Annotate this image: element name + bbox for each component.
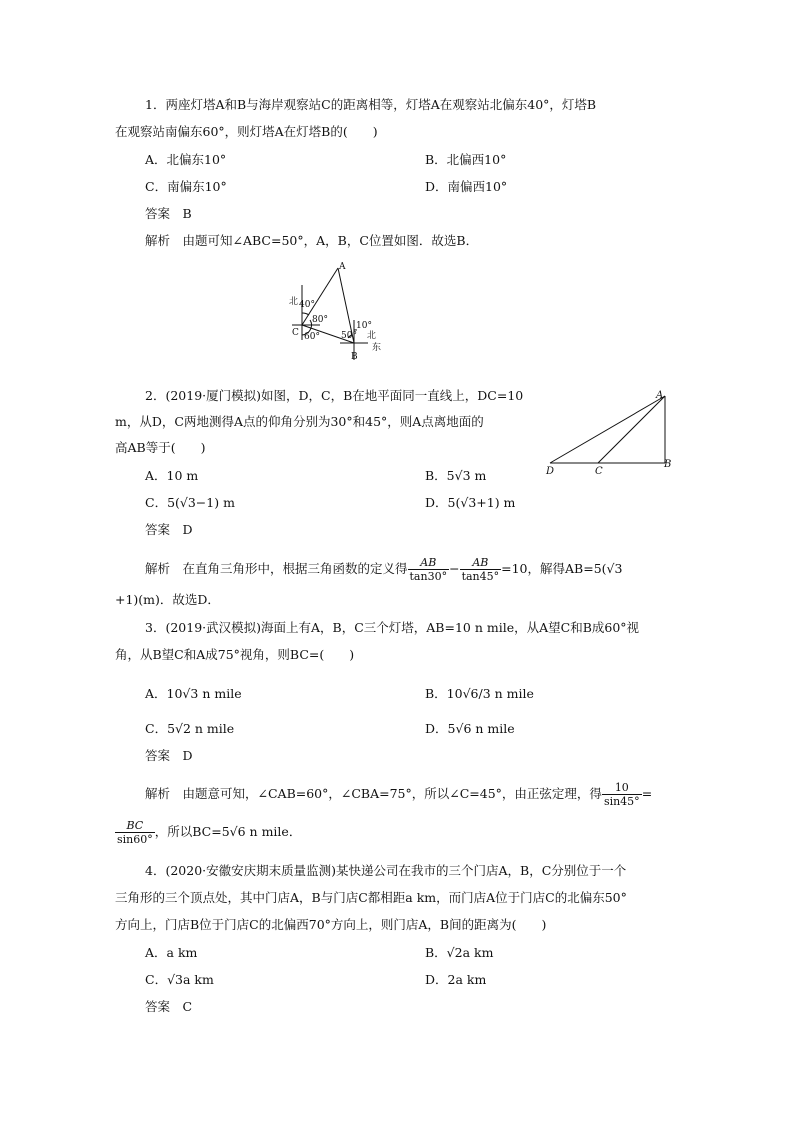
- q2-fraction-2: [460, 556, 502, 583]
- q3-frac1-den: sin45°: [603, 795, 640, 808]
- q1-label-north-c: 北: [289, 297, 299, 307]
- q1-label-10: 10°: [356, 321, 372, 331]
- q3-frac2-num: BC: [115, 819, 155, 833]
- q2-figure: [540, 386, 680, 476]
- q3-stem-line1: 3．(2019·武汉模拟)海面上有A，B，C三个灯塔，AB=10 n mile，从A望C和B成60°视: [145, 620, 640, 635]
- q3-analysis-line2: [115, 818, 301, 846]
- q2-analysis-line2: +1)(m)．故选D．: [115, 592, 220, 607]
- q4-stem-line2: 三角形的三个顶点处，其中门店A，B与门店C都相距a km，而门店A位于门店C的北偏东50°: [115, 890, 627, 905]
- q1-figure: [280, 258, 390, 366]
- q1-analysis: 解析 由题可知∠ABC=50°，A，B，C位置如图．故选B．: [145, 233, 479, 248]
- q3-stem-line2: 角，从B望C和A成75°视角，则BC=( ): [115, 647, 355, 662]
- q4-stem-line1: 4．(2020·安徽安庆期末质量监测)某快递公司在我市的三个门店A，B，C分别位于一个: [145, 863, 627, 878]
- q4-option-b: B．√2a km: [425, 945, 494, 960]
- q1-label-60: 60°: [304, 332, 320, 342]
- q3-option-c: C．5√2 n mile: [145, 721, 235, 736]
- q1-label-50: 50°: [341, 331, 357, 341]
- q3-analysis-pre: 解析 由题意可知，∠CAB=60°，∠CBA=75°，所以∠C=45°，由正弦定理，得: [145, 786, 602, 801]
- q1-label-80: 80°: [312, 315, 328, 325]
- q2-option-d: D．5(√3+1) m: [425, 495, 516, 510]
- q3-option-d: D．5√6 n mile: [425, 721, 515, 736]
- q2-answer: 答案 D: [145, 522, 193, 537]
- q3-frac2-den: sin60°: [117, 833, 153, 846]
- q3-option-b: B．10√6/3 n mile: [425, 686, 534, 701]
- q2-frac2-num: AB: [460, 556, 502, 570]
- q2-analysis-line1: 解析 在直角三角形中，根据三角函数的定义得 $\frac{AB}{\tan 30^\circ}$ − $\frac{AB}{\tan 45^\circ}$ =10，解得AB=5(√3: [145, 556, 623, 583]
- q4-stem-line3: 方向上，门店B位于门店C的北偏西70°方向上，则门店A，B间的距离为( ): [115, 917, 547, 932]
- q1-option-d: D．南偏西10°: [425, 179, 508, 194]
- q1-label-c: C: [292, 328, 299, 338]
- q3-analysis-line1: 解析 由题意可知，∠CAB=60°，∠CBA=75°，所以∠C=45°，由正弦定理，得 $\frac{10}{\sin 45^\circ}$ =: [145, 781, 653, 808]
- q1-option-c: C．南偏东10°: [145, 179, 227, 194]
- q3-fraction-1: [602, 781, 642, 808]
- q2-stem-line2: m，从D，C两地测得A点的仰角分别为30°和45°，则A点离地面的: [115, 414, 484, 429]
- q4-answer: 答案 C: [145, 999, 193, 1014]
- q3-frac1-num: 10: [602, 781, 642, 795]
- q2-option-c: C．5(√3−1) m: [145, 495, 235, 510]
- q2-frac1-den: tan30°: [409, 570, 448, 583]
- q1-arc-40: [302, 313, 309, 315]
- q1-answer: 答案 B: [145, 206, 192, 221]
- q1-stem-line1: 1．两座灯塔A和B与海岸观察站C的距离相等，灯塔A在观察站北偏东40°，灯塔B: [145, 97, 597, 112]
- q1-option-b: B．北偏西10°: [425, 152, 507, 167]
- q2-label-a: A: [656, 390, 664, 401]
- q1-label-east: 东: [372, 343, 382, 353]
- q1-label-a: A: [339, 262, 346, 272]
- q1-label-b: B: [351, 352, 358, 362]
- q2-frac2-den: tan45°: [461, 570, 500, 583]
- q2-stem-line3: 高AB等于( ): [115, 440, 206, 455]
- q2-label-b: B: [664, 459, 672, 470]
- q3-analysis-post: ，所以BC=5√6 n mile．: [154, 824, 302, 839]
- q1-option-a: A．北偏东10°: [145, 152, 227, 167]
- q2-analysis-pre: 解析 在直角三角形中，根据三角函数的定义得: [145, 561, 408, 576]
- q2-option-b: B．5√3 m: [425, 468, 487, 483]
- q4-option-d: D．2a km: [425, 972, 487, 987]
- q3-option-a: A．10√3 n mile: [145, 686, 242, 701]
- q1-stem-line2: 在观察站南偏东60°，则灯塔A在灯塔B的( ): [115, 124, 378, 139]
- q2-stem-line1: 2．(2019·厦门模拟)如图，D，C，B在地平面同一直线上，DC=10: [145, 388, 524, 403]
- q2-fraction-1: [408, 556, 450, 583]
- q1-label-40: 40°: [299, 300, 315, 310]
- q1-label-north-b: 北: [367, 331, 377, 341]
- q3-fraction-2: [115, 819, 155, 846]
- q2-analysis-mid: =10，解得AB=5(√3: [501, 561, 623, 576]
- q3-answer: 答案 D: [145, 748, 193, 763]
- q2-label-d: D: [546, 466, 555, 476]
- q2-frac1-num: AB: [408, 556, 450, 570]
- q2-option-a: A．10 m: [145, 468, 199, 483]
- q4-option-a: A．a km: [145, 945, 198, 960]
- q2-label-c: C: [595, 466, 603, 476]
- q4-option-c: C．√3a km: [145, 972, 214, 987]
